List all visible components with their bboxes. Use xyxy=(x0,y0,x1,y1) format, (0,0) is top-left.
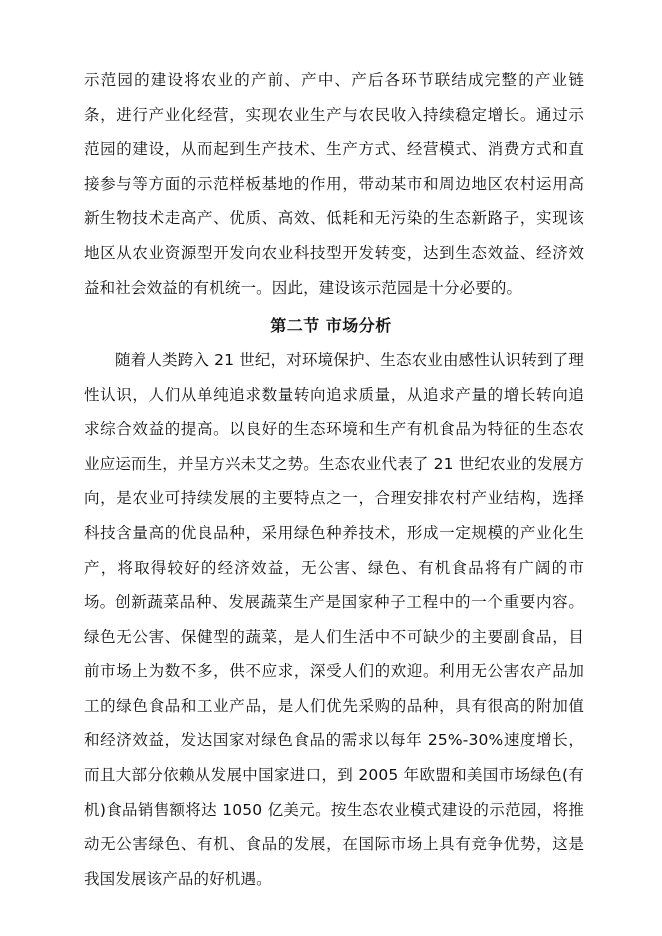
paragraph-market-trend: 随着人类跨入 21 世纪，对环境保护、生态农业由感性认识转到了理性认识，人们从单纯追求数量转向追求质量，从追求产量的增长转向追求综合效益的提高。以良好的生态环境和生产有机食品为特征的生态农业应运而生，并呈方兴未艾之势。生态农业代表了 21 世纪农业的发展方向，是农业可持续发展的主要特点之一，合理安排农村产业结构，选择科技含量高的优良品种，采用绿色种养技术，形成一定规模的产业化生产，将取得较好的经济效益，无公害、绿色、有机食品将有广阔的市场。 xyxy=(84,351,584,612)
section-heading: 第二节 市场分析 xyxy=(270,316,392,335)
paragraph-demonstration-park: 示范园的建设将农业的产前、产中、产后各环节联结成完整的产业链条，进行产业化经营，实现农业生产与农民收入持续稳定增长。通过示范园的建设，从而起到生产技术、生产方式、经营模式、消费方式和直接参与等方面的示范样板基地的作用，带动某市和周边地区农村运用高新生物技术走高产、优质、高效、低耗和无污染的生态新路子，实现该地区从农业资源型开发向农业科技型开发转变，达到生态效益、经济效益和社会效益的有机统一。因此，建设该示范园是十分必要的。 xyxy=(84,71,584,297)
paragraph-vegetable-market: 创新蔬菜品种、发展蔬菜生产是国家种子工程中的一个重要内容。绿色无公害、保健型的蔬菜，是人们生活中不可缺少的主要副食品，目前市场上为数不多，供不应求，深受人们的欢迎。利用无公害农产品加工的绿色食品和工业产品，是人们优先采购的品种，具有很高的附加值和经济效益，发达国家对绿色食品的需求以每年 25%-30%速度增长，而且大部分依赖从发展中国家进口，到 2005 年欧盟和美国市场绿色(有机)食品销售额将达 1050 亿美元。按生态农业模式建设的示范园，将推动无公害绿色、有机、食品的发展，在国际市场上具有竞争优势，这是我国发展该产品的好机遇。 xyxy=(84,593,584,888)
